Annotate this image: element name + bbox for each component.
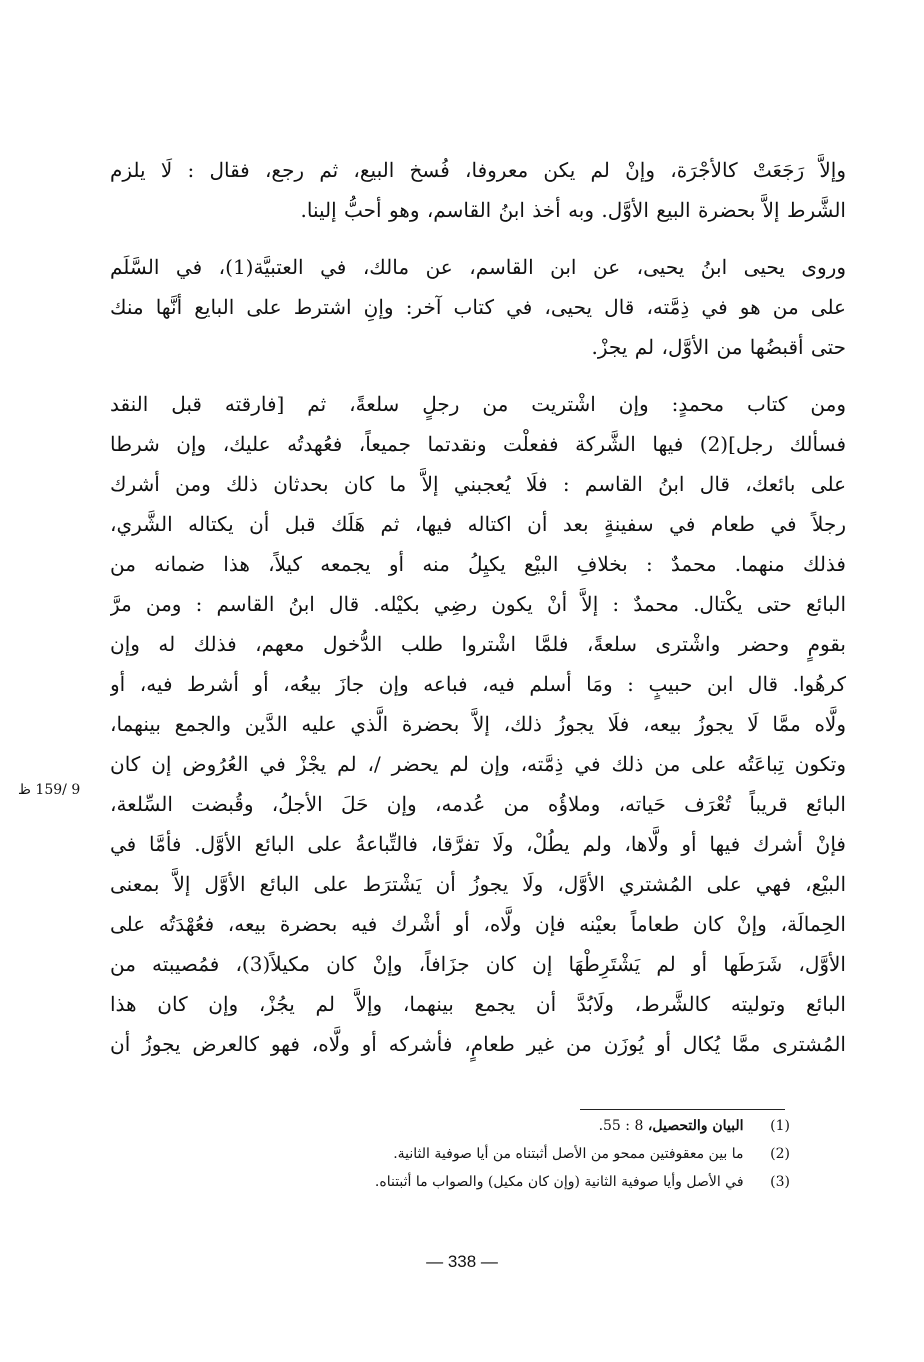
text-line: ولَّاه ممَّا لَا يجوزُ بيعه، فلَا يجوزُ ذلك، إلاَّ بحضرة الَّذي عليه الدَّين والجمع بينهما، bbox=[110, 712, 846, 736]
text-line: البائع قريباً تُعْرَف حَياته، وملاؤُه من عُدمه، وإن حَلَ الأجلُ، وقُبضت السِّلعة، bbox=[110, 792, 846, 816]
footnote-item bbox=[290, 1140, 790, 1168]
text-line: الأوَّل، شَرَطَها أو لم يَشْتَرِطْهَا إن كان جزَافاً، وإنْ كان مكيلاً(3)، فمُصيبته من bbox=[110, 952, 846, 976]
text-line: فإنْ أشرك فيها أو ولَّاها، ولم يطُلْ، ولَا تفرَّقا، فالتِّباعةُ على البائع الأوَّل. فأمَّا في bbox=[110, 832, 846, 856]
footnote-source: البيان والتحصيل، bbox=[647, 1118, 744, 1134]
text-line: البيْع، فهي على المُشتري الأوَّل، ولَا يجوزُ أن يَشْترَط على البائع الأوَّل إلاَّ بمعنى bbox=[110, 872, 846, 896]
text-line: البائع وتوليته كالشَّرط، ولَابُدَّ أن يجمع بينهما، وإلاَّ لم يجُزْ، وإن كان هذا bbox=[110, 992, 846, 1016]
text-line: الشَّرط إلاَّ بحضرة البيع الأوَّل. وبه أخذ ابنُ القاسم، وهو أحبُّ إلينا. bbox=[300, 198, 846, 222]
footnote-item bbox=[290, 1168, 790, 1196]
text-line: كرهُوا. قال ابن حبيبٍ : ومَا أسلم فيه، فباعه وإن جازَ بيعُه، أو أشرط فيه، أو bbox=[110, 672, 846, 696]
text-line: وتكون تِباعَتُه على من ذلك في ذِمَّته، وإن لم يحضر /، لم يجْزْ في العُرُوض إن كان bbox=[110, 752, 846, 776]
text-line: ومن كتاب محمدٍ: وإن اشْتريت من رجلٍ سلعةً، ثم [فارقته قبل النقد bbox=[110, 392, 846, 416]
text-line: البائع حتى يكْتال. محمدٌ : إلاَّ أنْ يكون رضِي بكيْله. قال ابنُ القاسم : ومن مرَّ bbox=[110, 592, 846, 616]
text-line: فذلك منهما. محمدٌ : بخلافِ البيْع يكيِلُ منه أو يجمعه كيلاً، هذا ضمانه من bbox=[110, 552, 846, 576]
text-line: رجلاً في طعام في سفينةٍ بعد أن اكتاله فيها، ثم هَلَك قبل أن يكتاله الشَّري، bbox=[110, 512, 846, 536]
text-line: وإلاَّ رَجَعَتْ كالأجْرَة، وإنْ لم يكن معروفا، فُسخ البيع، ثم رجع، فقال : لَا يلزم bbox=[110, 158, 846, 182]
footnote-text: 8 : 55. bbox=[598, 1118, 644, 1134]
text-line: بقومٍ وحضر واشْترى سلعةً، فلمَّا اشْتروا طلب الدُّخول معهم، فذلك له وإن bbox=[110, 632, 846, 656]
paragraph-3 bbox=[110, 384, 846, 1064]
page-number: — 338 — bbox=[426, 1252, 498, 1271]
text-line: وروى يحيى ابنُ يحيى، عن ابن القاسم، عن مالك، في العتبيَّة(1)، في السَّلَم bbox=[110, 255, 846, 279]
footnote-number: (1) bbox=[770, 1118, 790, 1134]
footnote-text: في الأصل وأيا صوفية الثانية (وإن كان مكيل) والصواب ما أثبتناه. bbox=[374, 1174, 744, 1190]
text-line: على بائعك، قال ابنُ القاسم : فلَا يُعجبني إلاَّ ما كان بحدثان ذلك ومن أشرك bbox=[110, 472, 846, 496]
paragraph-1 bbox=[110, 150, 846, 230]
text-line: الحِمالَة، وإنْ كان طعاماً بعيْنه فإن ولَّاه، أو أشْرك فيه بحضرة بيعه، فعُهْدَتُه على bbox=[110, 912, 846, 936]
footnote-number: (3) bbox=[770, 1174, 790, 1190]
text-line: حتى أقبضُها من الأوَّل، لم يجزْ. bbox=[591, 335, 846, 359]
footnote-number: (2) bbox=[770, 1146, 790, 1162]
text-line: على من هو في ذِمَّته، قال يحيى، في كتاب آخر: وإنِ اشترط على البايع أنَّها منك bbox=[110, 295, 846, 319]
text-line: فسألك رجل](2) فيها الشَّركة ففعلْت ونقدتما جميعاً، فعُهدتُه عليك، وإن شرطا bbox=[110, 432, 846, 456]
footnote-text: ما بين معقوفتين ممحو من الأصل أثبتناه من أيا صوفية الثانية. bbox=[393, 1146, 744, 1162]
footnotes bbox=[290, 1112, 790, 1196]
footnote-item bbox=[290, 1112, 790, 1140]
paragraph-2 bbox=[110, 247, 846, 367]
footnote-separator bbox=[580, 1109, 785, 1110]
manuscript-folio-note: 9 /159 ظ bbox=[18, 782, 81, 798]
text-line: المُشترى ممَّا يُكال أو يُوزَن من غير طعامٍ، فأشركه أو ولَّاه، فهو كالعرض يجوزُ أن bbox=[110, 1032, 846, 1056]
